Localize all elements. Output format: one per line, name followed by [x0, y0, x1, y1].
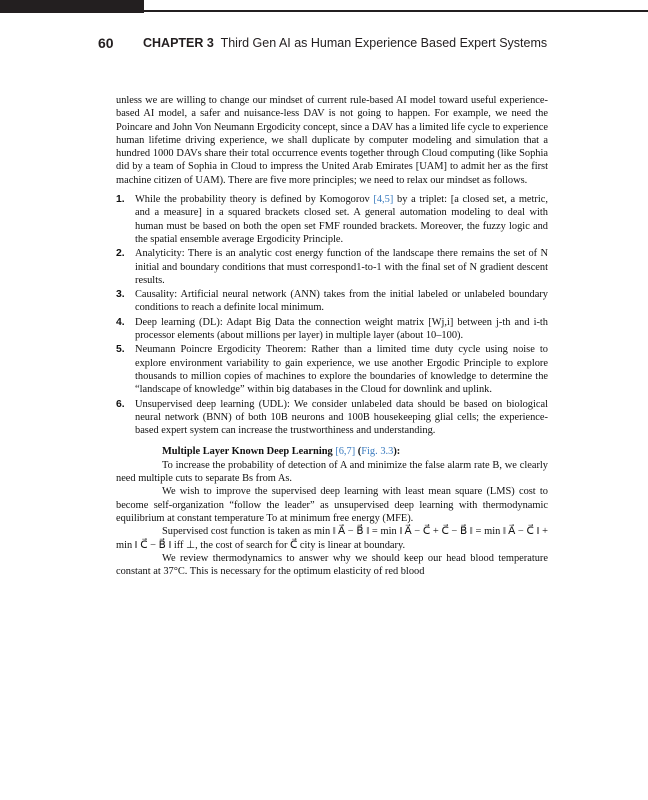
- list-item: 4. Deep learning (DL): Adapt Big Data the connection weight matrix [Wj,i] between j-th and i-th processor elements (about millions per layer) in multiple layer (about 10–100).: [116, 316, 548, 342]
- chapter-title: Third Gen AI as Human Experience Based Expert Systems: [220, 36, 548, 50]
- equation-paragraph: Supervised cost function is taken as min ‖ A⃗ − B⃗ ‖ = min ‖ A⃗ − C⃗ + C⃗ − B⃗ ‖ = min ‖ A⃗ − C⃗ ‖ + min ‖ C⃗ − B⃗ ‖ iff ⊥, the cost of search for C⃗ city is linear at boundary.: [116, 526, 548, 551]
- section-heading: Multiple Layer Known Deep Learning [6,7] (Fig. 3.3):: [162, 446, 401, 458]
- list-item: 6. Unsupervised deep learning (UDL): We consider unlabeled data should be based on biological neural network (BNN) of both 10B neurons and 100B housekeeping glial cells; the experience-based expert system can increase the trustworthiness and understanding.: [116, 398, 548, 437]
- page-body: [116, 94, 548, 578]
- running-header: [143, 36, 547, 50]
- header-rule: [144, 10, 648, 12]
- citation-link[interactable]: [6,7]: [335, 446, 356, 458]
- header-bar: [0, 0, 144, 13]
- list-item: 5. Neumann Poincre Ergodicity Theorem: Rather than a limited time duty cycle using noise to explore environment variability to gain experience, we use another Ergodic Principle to explore thousands to million copies of machines to explore the boundaries of knowledge to determine the “landscape of knowledge” within big databases in the Cloud for downlink and uplink.: [116, 344, 548, 396]
- paragraph: We wish to improve the supervised deep learning with least mean square (LMS) cost to become self-organization “follow the leader” as unsupervised deep learning with thermodynamic equilibrium at constant temperature To at minimum free energy (MFE).: [116, 486, 548, 524]
- paragraph: To increase the probability of detection of A and minimize the false alarm rate B, we clearly need multiple cuts to separate Bs from As.: [116, 459, 548, 485]
- principles-list: [116, 193, 548, 437]
- list-item: 3. Causality: Artificial neural network (ANN) takes from the initial labeled or unlabeled boundary conditions to reach a definite local minimum.: [116, 289, 548, 314]
- list-item: 1. While the probability theory is defined by Komogorov [4,5] by a triplet: [a closed set, a metric, and a measure] in a squared brackets closed set. A general automation modeling to deal with human must be based on both the open set FMF rounded brackets. Moreover, the fuzzy logic and the spatial ensemble average Ergodicity Principle.: [116, 194, 548, 245]
- list-item: 2. Analyticity: There is an analytic cost energy function of the landscape there remains the set of N initial and boundary conditions that must correspond1-to-1 with the final set of N gradient descent results.: [116, 248, 548, 286]
- intro-paragraph: unless we are willing to change our mindset of current rule-based AI model toward useful experience-based AI model, a safer and nuisance-less DAV is not going to happen. For example, we need the Poincare and John Von Neumann Ergodicity concept, since a DAV has a limited life cycle to experience human lifetime driving experience, we shall duplicate by computer modeling and simulation that a hundred 1000 DAVs share their total occurrence events together through Cloud computing (like Sophia did by a team of Sophia in Cloud to impress the United Arab Emirates [UAM] to admit her as the first machine citizen of UAM). There are five more principles; we need to relax our mindset as follows.: [116, 95, 548, 186]
- paragraph: We review thermodynamics to answer why we should keep our head blood temperature constant at 37°C. This is necessary for the optimum elasticity of red blood: [116, 552, 548, 578]
- figure-link[interactable]: Fig. 3.3: [361, 446, 394, 458]
- citation-link[interactable]: [4,5]: [373, 194, 394, 206]
- chapter-label: CHAPTER 3: [143, 36, 214, 50]
- page-number: 60: [98, 35, 114, 51]
